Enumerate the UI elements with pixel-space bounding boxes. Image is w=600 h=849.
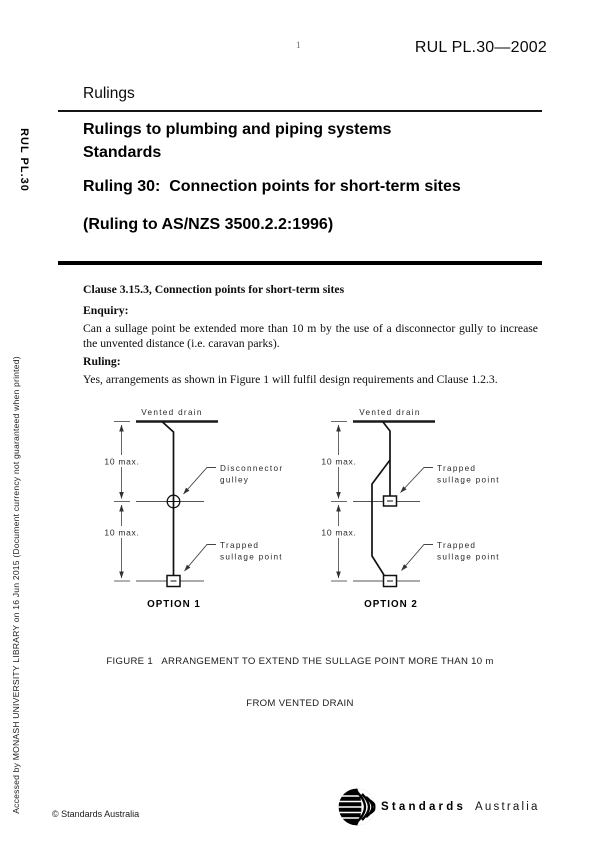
document-title-line1: Rulings to plumbing and piping systems — [83, 121, 392, 138]
option1-diagram — [99, 408, 283, 610]
content-divider-rule — [58, 261, 542, 265]
option2-diagram — [316, 408, 500, 610]
option2-branch-pipe — [372, 460, 390, 575]
standards-australia-logo-icon — [337, 787, 377, 827]
option1-sullage-leader-line — [185, 545, 217, 572]
document-number: RUL PL.30—2002 — [414, 39, 547, 56]
option1-title: OPTION 1 — [147, 599, 201, 610]
option1-upper-dim-label: 10 max. — [104, 456, 140, 467]
gulley-label-line1: Disconnector — [220, 464, 284, 473]
masthead-rule — [58, 110, 542, 112]
clause-heading: Clause 3.15.3, Connection points for short-term sites — [83, 283, 345, 296]
page-number: 1 — [296, 40, 301, 50]
sidebar-doc-code: RUL PL.30 — [18, 128, 30, 192]
ruling-label: Ruling: — [83, 355, 121, 368]
option2-drain-pipe — [383, 422, 390, 496]
logo-word-australia: Australia — [475, 801, 540, 813]
figure-1-diagram — [90, 402, 510, 615]
figure-caption-line1: FIGURE 1 ARRANGEMENT TO EXTEND THE SULLAGE POINT MORE THAN 10 m — [106, 656, 494, 667]
figure-caption-line2: FROM VENTED DRAIN — [246, 698, 354, 709]
sidebar-access-note: Accessed by MONASH UNIVERSITY LIBRARY on 16 Jun 2015 (Document currency not guaranteed when printed) — [11, 356, 21, 814]
option2-lower-sullage-label-line2: sullage point — [437, 552, 500, 562]
option2-lower-sullage-leader — [402, 545, 434, 571]
document-title — [83, 119, 391, 164]
logo-word-standards: Standards — [381, 801, 467, 813]
standards-australia-wordmark — [381, 801, 540, 813]
gulley-leader-line — [184, 468, 217, 495]
copyright-notice: © Standards Australia — [52, 809, 140, 819]
ruling-heading: Ruling 30: Connection points for short-term sites — [83, 178, 461, 195]
gulley-label-line2: gulley — [220, 475, 250, 485]
option2-title: OPTION 2 — [364, 599, 418, 610]
section-label: Rulings — [83, 85, 135, 102]
ruling-text: Yes, arrangements as shown in Figure 1 will fulfil design requirements and Clause 1.2.3. — [83, 373, 498, 386]
option2-upper-sullage-leader — [401, 468, 434, 493]
enquiry-label: Enquiry: — [83, 304, 129, 317]
option2-upper-dim-label: 10 max. — [321, 456, 357, 467]
option2-lower-dim-label: 10 max. — [321, 527, 357, 538]
option2-upper-sullage-label-line2: sullage point — [437, 475, 500, 485]
option2-lower-sullage-label-line1: Trapped — [437, 541, 477, 550]
document-title-line2: Standards — [83, 143, 162, 161]
option1-vented-drain-label: Vented drain — [141, 408, 203, 417]
option1-sullage-label-line1: Trapped — [220, 541, 260, 550]
figure-caption — [58, 627, 542, 739]
option1-lower-dim-label: 10 max. — [104, 527, 140, 538]
option1-sullage-label-line2: sullage point — [220, 552, 283, 562]
enquiry-text: Can a sullage point be extended more than 10 m by the use of a disconnector gully to increase the unvented distance (i.e. caravan parks). — [83, 322, 538, 350]
option2-upper-sullage-label-line1: Trapped — [437, 464, 477, 473]
option2-vented-drain-label: Vented drain — [359, 408, 421, 417]
ruling-reference: (Ruling to AS/NZS 3500.2.2:1996) — [83, 216, 334, 233]
